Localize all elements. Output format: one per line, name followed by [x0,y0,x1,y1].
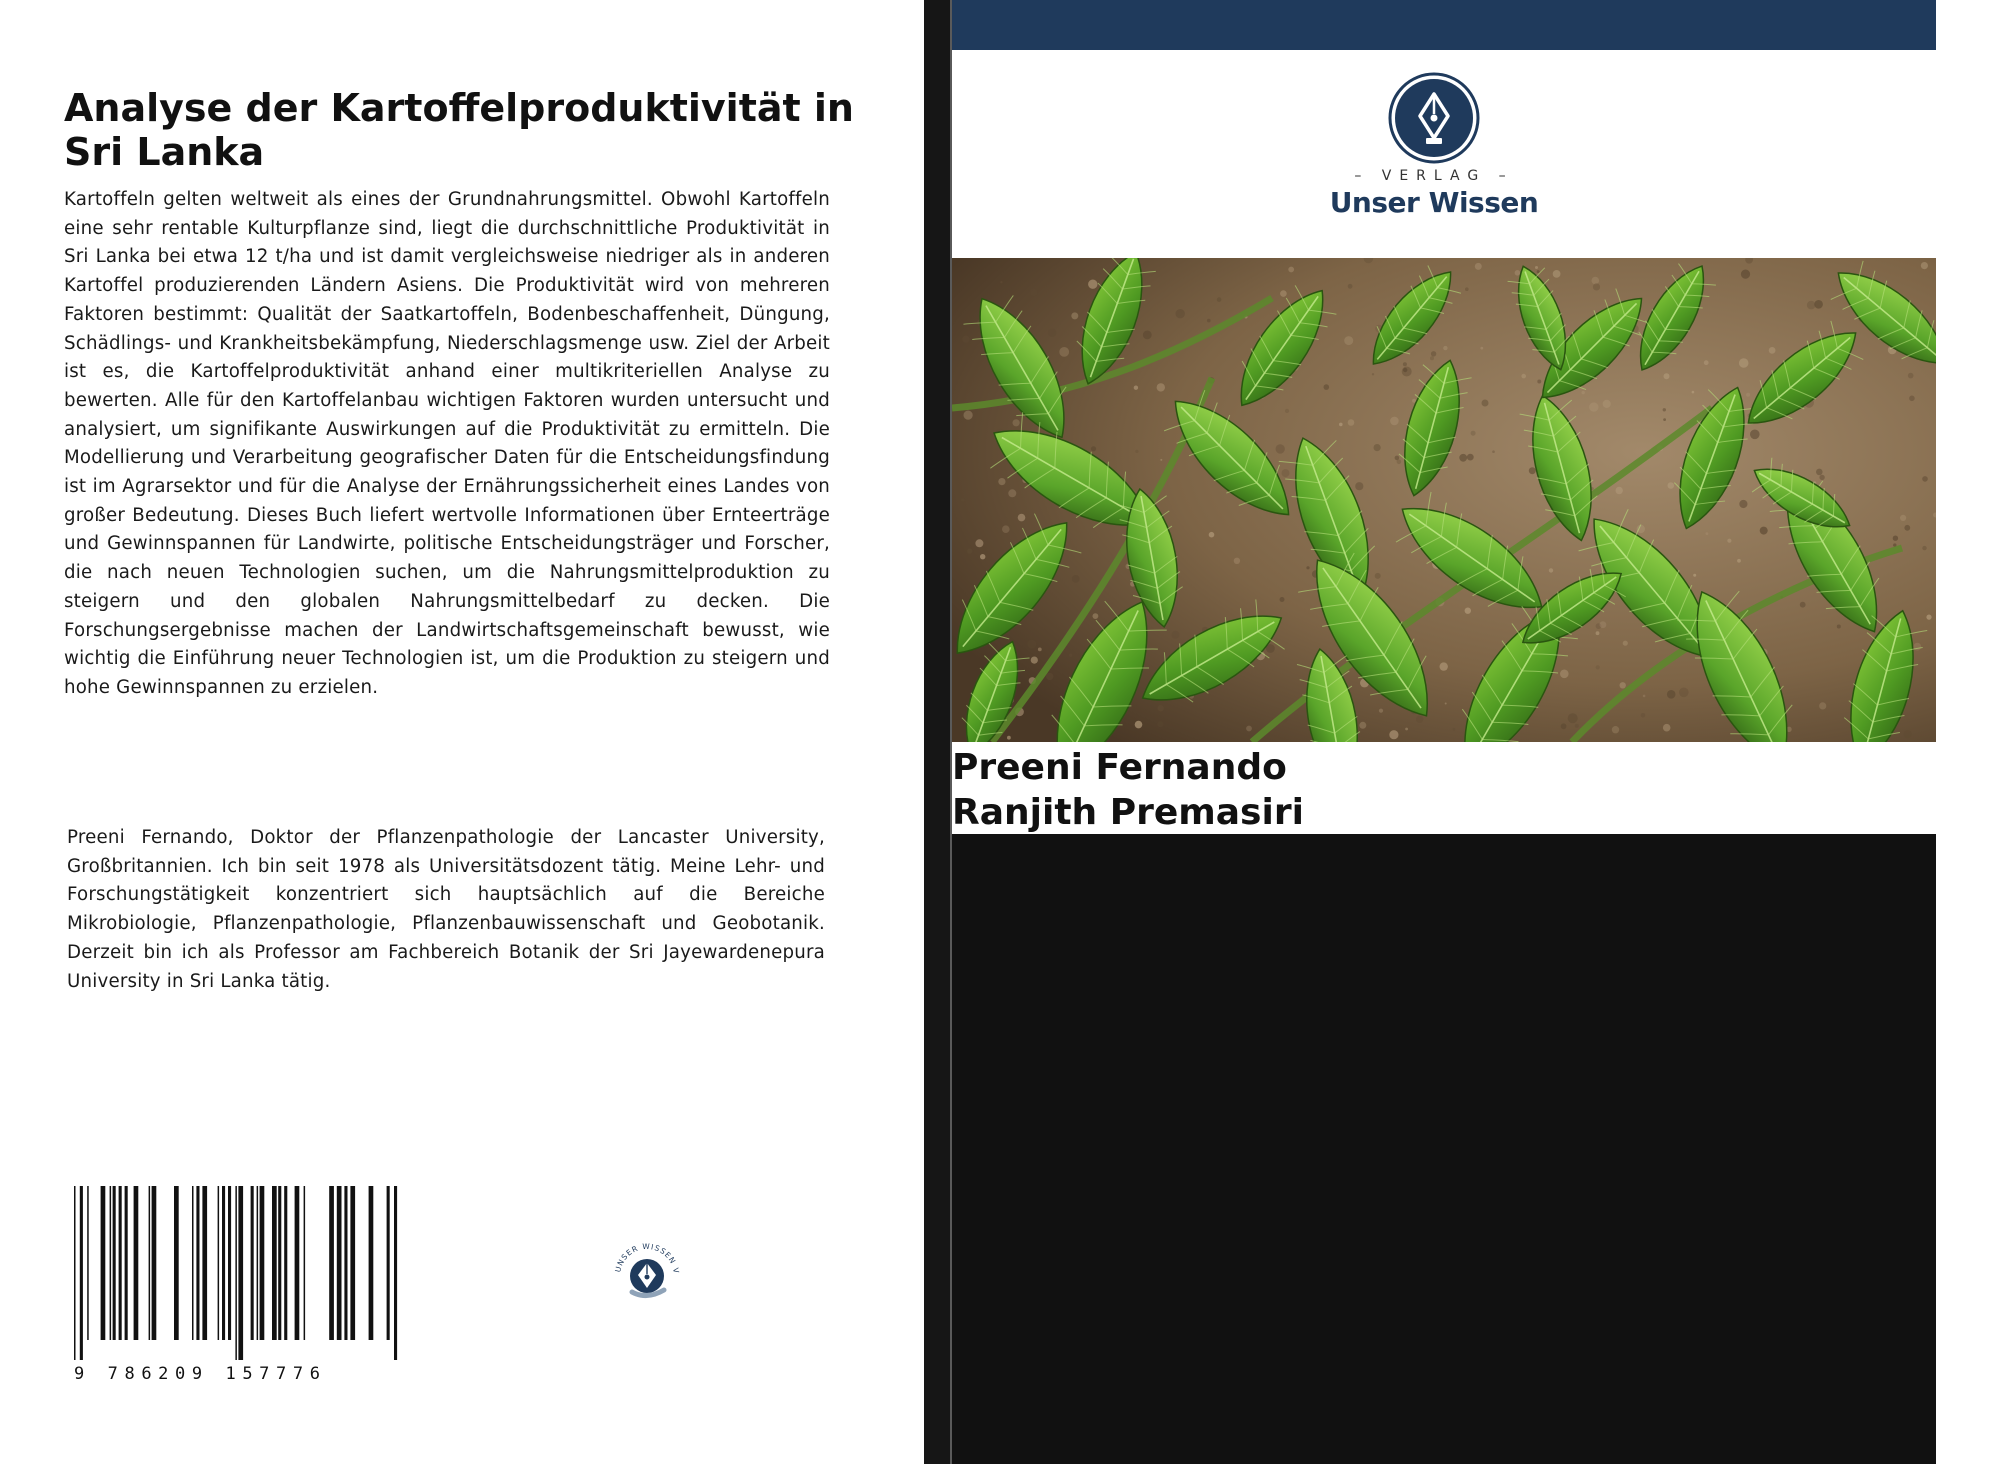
publisher-logo [952,72,1936,222]
author-bio: Preeni Fernando, Doktor der Pflanzenpathologie der Lancaster University, Großbritannien. Ich bin seit 1978 als Universitätsdozent tätig. Meine Lehr- und Forschungstätigkeit konzentriert sich hauptsächlich auf die Bereiche Mikrobiologie, Pflanzenpathologie, Pflanzenbauwissenschaft und Geobotanik. Derzeit bin ich als Professor am Fachbereich Botanik der Sri Jayewardenepura University in Sri Lanka tätig. [67,827,825,992]
back-cover [0,0,924,1464]
fountain-pen-logo-icon [1388,72,1480,164]
publisher-tag: – VERLAG – [1354,168,1514,184]
small-publisher-logo-icon [606,1230,688,1312]
barcode-icon [74,1186,410,1360]
barcode [74,1186,410,1386]
small-logo-text: UNSER WISSEN V [613,1241,682,1275]
potato-plant-photo [952,258,1936,742]
book-blurb: Kartoffeln gelten weltweit als eines der Grundnahrungsmittel. Obwohl Kartoffeln eine sehr rentable Kulturpflanze sind, liegt die durchschnittliche Produktivität in Sri Lanka bei etwa 12 t/ha und ist damit vergleichsweise niedriger als in anderen Kartoffel produzierenden Ländern Asiens. Die Produktivität wird von mehreren Faktoren bestimmt: Qualität der Saatkartoffeln, Bodenbeschaffenheit, Düngung, Schädlings- und Krankheitsbekämpfung, Niederschlagsmenge usw. Ziel der Arbeit ist es, die Kartoffelproduktivität anhand einer multikriteriellen Analyse zu bewerten. Alle für den Kartoffelanbau wichtigen Faktoren wurden untersucht und analysiert, um signifikante Auswirkungen auf die Produktivität zu ermitteln. Die Modellierung und Verarbeitung geografischer Daten für die Entscheidungsfindung ist im Agrarsektor und für die Analyse der Ernährungssicherheit eines Landes von großer Bedeutung. Dieses Buch liefert wertvolle Informationen über Ernteerträge und Gewinnspannen für Landwirte, politische Entscheidungsträger und Forscher, die nach neuen Technologien suchen, um die Nahrungsmittelproduktion zu steigern und den globalen Nahrungsmittelbedarf zu decken. Die Forschungsergebnisse machen der Landwirtschaftsgemeinschaft bewusst, wie wichtig die Einführung neuer Technologien ist, um die Produktion zu steigern und hohe Gewinnspannen zu erzielen. [64,189,830,698]
top-color-band [952,0,1936,50]
book-spine [924,0,952,1464]
author-name-1: Preeni Fernando [952,747,1287,788]
front-cover-lower-panel [952,834,1936,1464]
isbn-number: 9 786209 157776 [74,1364,327,1384]
author-name-2: Ranjith Premasiri [952,792,1304,833]
front-cover [952,0,1936,1464]
authors-block [952,742,1936,834]
page-margin [1936,0,2000,1464]
back-cover-title: Analyse der Kartoffelproduktivität in Sri Lanka [64,86,854,174]
publisher-name: Unser Wissen [1329,186,1539,219]
